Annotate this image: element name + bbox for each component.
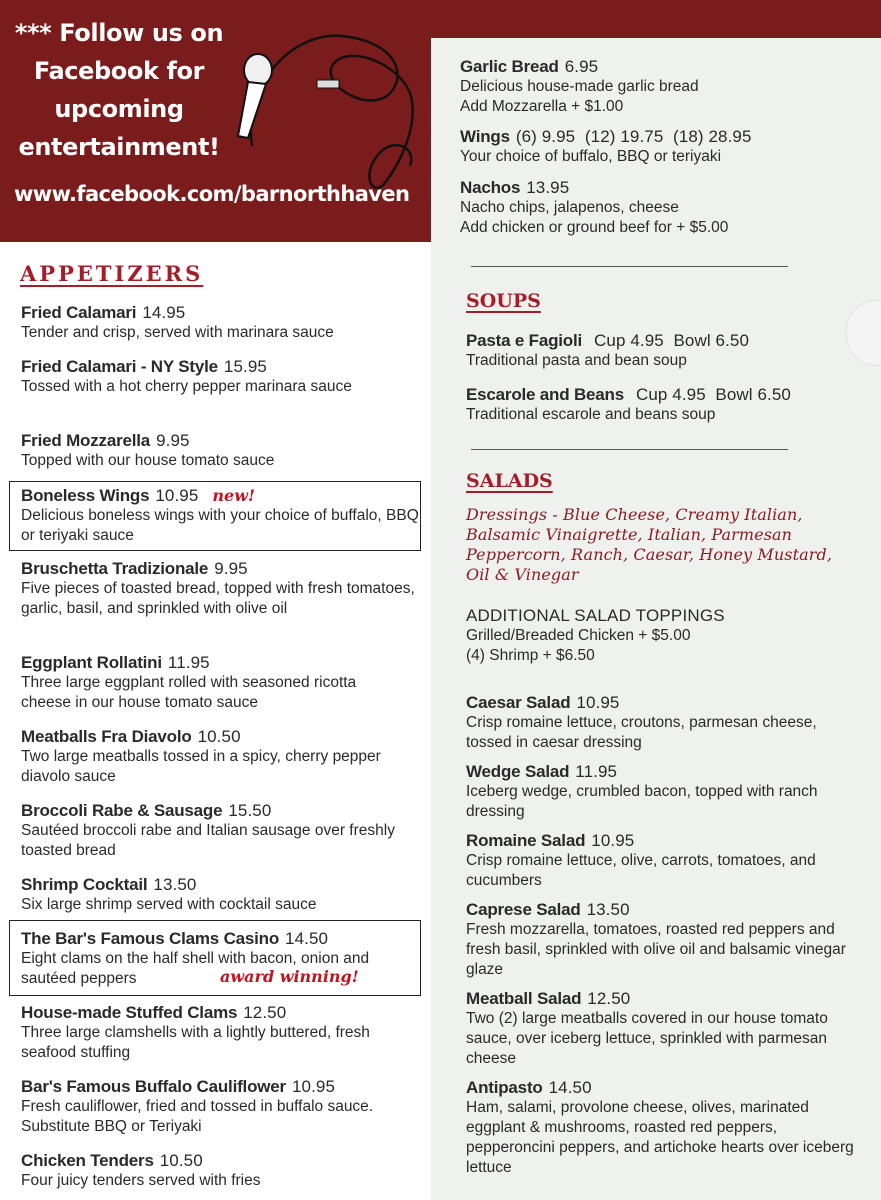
menu-item	[21, 430, 421, 471]
item-description: Tossed with a hot cherry pepper marinara sauce	[21, 378, 352, 395]
item-name: Eggplant Rollatini	[21, 653, 162, 672]
menu-item	[21, 1150, 421, 1191]
menu-item	[21, 356, 421, 397]
menu-item	[466, 830, 856, 891]
salad-toppings	[466, 605, 846, 666]
item-price: 10.50	[159, 1151, 203, 1170]
menu-item	[21, 726, 401, 787]
menu-item	[21, 1002, 401, 1063]
menu-item	[466, 692, 846, 753]
item-name: Bruschetta Tradizionale	[21, 559, 209, 578]
item-description: Ham, salami, provolone cheese, olives, marinated eggplant & mushrooms, roasted red peppers, pepperoncini peppers, and artichoke hearts over iceberg lettuce	[466, 1099, 854, 1176]
item-addon: Add Mozzarella + $1.00	[460, 98, 624, 115]
menu-item	[466, 899, 861, 980]
item-price: 10.95	[155, 486, 199, 505]
item-name: Romaine Salad	[466, 831, 586, 850]
item-price: 14.50	[285, 929, 329, 948]
menu-item	[460, 177, 860, 238]
item-name: Shrimp Cocktail	[21, 875, 148, 894]
item-name: Caprese Salad	[466, 900, 581, 919]
item-description: Sautéed broccoli rabe and Italian sausage over freshly toasted bread	[21, 822, 395, 859]
toppings-title: ADDITIONAL SALAD TOPPINGS	[466, 606, 725, 625]
clams-casino-box	[9, 920, 421, 996]
item-price: 13.95	[526, 178, 570, 197]
item-name: Caesar Salad	[466, 693, 571, 712]
item-name: Escarole and Beans	[466, 385, 624, 404]
facebook-follow-text: *** Follow us on Facebook for upcoming entertainment!	[14, 19, 224, 161]
item-price: 9.95	[214, 559, 248, 578]
dressings-list: Dressings - Blue Cheese, Creamy Italian, Balsamic Vinaigrette, Italian, Parmesan Peppercorn, Ranch, Caesar, Honey Mustard, Oil & Vinegar	[466, 505, 833, 584]
item-description: Nacho chips, jalapenos, cheese	[460, 199, 679, 216]
item-description: Two large meatballs tossed in a spicy, cherry pepper diavolo sauce	[21, 748, 381, 785]
item-description: Crisp romaine lettuce, olive, carrots, tomatoes, and cucumbers	[466, 852, 816, 889]
menu-item	[21, 558, 416, 619]
menu-item	[21, 652, 391, 713]
item-price: 10.95	[591, 831, 635, 850]
appetizers-heading: APPETIZERS	[20, 261, 204, 286]
award-winning-tag: award winning!	[220, 967, 359, 986]
salads-heading: SALADS	[466, 470, 553, 492]
item-name: Fried Calamari	[21, 303, 137, 322]
item-description: Traditional pasta and bean soup	[466, 352, 687, 369]
menu-item	[466, 761, 856, 822]
menu-item	[460, 56, 840, 117]
item-price: Cup 4.95 Bowl 6.50	[635, 385, 791, 404]
item-name: Meatball Salad	[466, 989, 582, 1008]
item-price: 10.95	[291, 1077, 336, 1096]
menu-item	[21, 302, 421, 343]
item-description: Two (2) large meatballs covered in our house tomato sauce, over iceberg lettuce, sprinkled with parmesan cheese	[466, 1010, 828, 1067]
menu-item	[21, 874, 421, 915]
item-price: (6) 9.95 (12) 19.75 (18) 28.95	[515, 127, 752, 146]
item-name: Meatballs Fra Diavolo	[21, 727, 192, 746]
item-price: 10.95	[576, 693, 620, 712]
item-price: 9.95	[156, 431, 190, 450]
item-description: Iceberg wedge, crumbled bacon, topped with ranch dressing	[466, 783, 818, 820]
microphone-icon	[232, 26, 432, 196]
item-price: 11.95	[167, 653, 210, 672]
menu-item	[466, 1077, 861, 1178]
facebook-banner	[0, 0, 431, 242]
item-description: Three large clamshells with a lightly buttered, fresh seafood stuffing	[21, 1024, 370, 1061]
item-description: Crisp romaine lettuce, croutons, parmesan cheese, tossed in caesar dressing	[466, 714, 817, 751]
item-description: Fresh cauliflower, fried and tossed in buffalo sauce. Substitute BBQ or Teriyaki	[21, 1098, 374, 1135]
item-description: Three large eggplant rolled with seasoned ricotta cheese in our house tomato sauce	[21, 674, 357, 711]
item-price: 11.95	[575, 762, 618, 781]
item-description: Topped with our house tomato sauce	[21, 452, 275, 469]
item-description: Delicious boneless wings with your choice of buffalo, BBQ or teriyaki sauce	[21, 507, 419, 544]
divider	[471, 449, 788, 450]
item-name: House-made Stuffed Clams	[21, 1003, 238, 1022]
item-price: 12.50	[587, 989, 631, 1008]
item-description: Eight clams on the half shell with bacon, onion and sautéed peppers	[21, 950, 370, 987]
boneless-wings-box	[9, 481, 421, 551]
soups-heading: SOUPS	[466, 290, 541, 312]
item-name: Garlic Bread	[460, 57, 559, 76]
item-description: Tender and crisp, served with marinara sauce	[21, 324, 334, 341]
item-description: Delicious house-made garlic bread	[460, 78, 699, 95]
item-name: Wedge Salad	[466, 762, 570, 781]
item-description: Your choice of buffalo, BBQ or teriyaki	[460, 148, 722, 165]
item-description: Traditional escarole and beans soup	[466, 406, 716, 423]
item-price: 13.50	[586, 900, 630, 919]
new-tag: new!	[212, 486, 256, 505]
item-price: 6.95	[564, 57, 599, 76]
item-name: Fried Calamari - NY Style	[21, 357, 218, 376]
menu-item	[460, 126, 860, 167]
facebook-url: www.facebook.com/barnorthhaven	[14, 182, 410, 206]
item-addon: Add chicken or ground beef for + $5.00	[460, 219, 729, 236]
item-name: Antipasto	[466, 1078, 543, 1097]
menu-item	[21, 1076, 401, 1137]
item-description: Fresh mozzarella, tomatoes, roasted red peppers and fresh basil, sprinkled with olive oil and balsamic vinegar glaze	[466, 921, 846, 978]
item-description: Four juicy tenders served with fries	[21, 1172, 261, 1189]
item-price: 10.50	[197, 727, 241, 746]
item-price: 15.50	[228, 801, 272, 820]
item-name: Pasta e Fagioli	[466, 331, 583, 350]
item-name: The Bar's Famous Clams Casino	[21, 929, 280, 948]
menu-item	[466, 988, 846, 1069]
topping-chicken: Grilled/Breaded Chicken + $5.00	[466, 627, 691, 644]
item-name: Broccoli Rabe & Sausage	[21, 801, 223, 820]
item-name: Boneless Wings	[21, 486, 150, 505]
item-price: 14.95	[142, 303, 186, 322]
item-price: 13.50	[153, 875, 197, 894]
menu-item	[466, 330, 866, 371]
divider	[471, 266, 788, 267]
menu-item	[21, 800, 416, 861]
item-price: 14.50	[548, 1078, 592, 1097]
item-price: Cup 4.95 Bowl 6.50	[594, 331, 750, 350]
topping-shrimp: (4) Shrimp + $6.50	[466, 647, 595, 664]
item-price: 12.50	[243, 1003, 287, 1022]
item-description: Five pieces of toasted bread, topped with fresh tomatoes, garlic, basil, and sprinkled with olive oil	[21, 580, 415, 617]
item-name: Fried Mozzarella	[21, 431, 151, 450]
item-name: Bar's Famous Buffalo Cauliflower	[21, 1077, 286, 1096]
item-price: 15.95	[223, 357, 267, 376]
item-name: Wings	[460, 127, 510, 146]
item-name: Nachos	[460, 178, 521, 197]
item-description: Six large shrimp served with cocktail sauce	[21, 896, 317, 913]
menu-item	[466, 384, 866, 425]
item-name: Chicken Tenders	[21, 1151, 154, 1170]
